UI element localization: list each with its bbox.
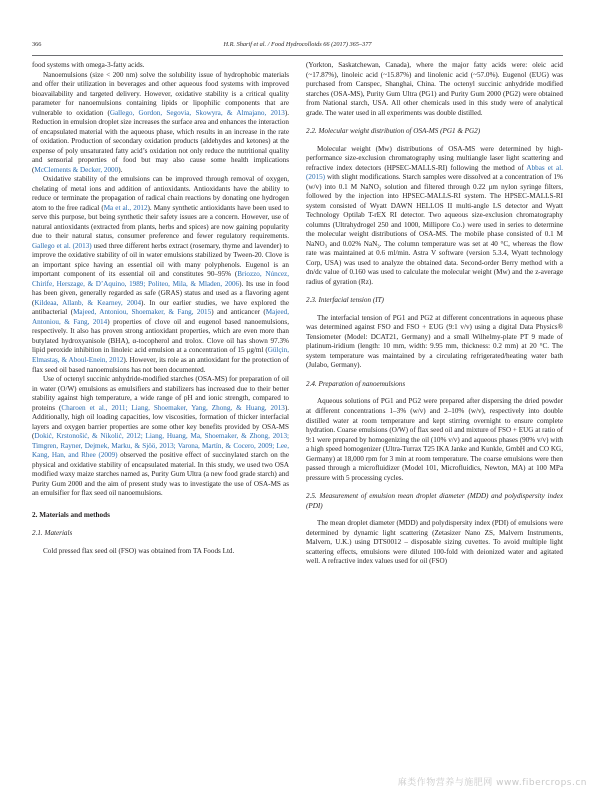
paragraph-materials-cont: (Yorkton, Saskatchewan, Canada), where the major fatty acids were: oleic acid (~17.87%), linoleic acid (~15.87%) and linolenic acid (~57.0%). Eugenol (EUG) was purchased from Canspec, Shanghai, China. The octenyl succinic anhydride modified starches (OSA-MS), Purity Gum Ultra (PG1) and Purity Gum 2000 (PG2) were obtained from National starch, USA. All other chemicals used in this study were of analytical grade. The water used in all experiments was double distilled. — [306, 61, 563, 117]
citation-link[interactable]: Gallego, Gordon, Segovia, Skowyra, & Almajano, 2013 — [109, 108, 285, 117]
left-column — [32, 61, 289, 556]
citation-link[interactable]: Kildeaa, Allanb, & Kearney, 2004 — [34, 298, 142, 307]
citation-link[interactable]: Majeed, Antoniou, & Fang, 2014 — [32, 308, 289, 326]
citation-link[interactable]: Briozzo, Núncez, Chirife, Herszage, & D’Aquino, 1989; Politeo, Mila, & Mladen, 2006 — [32, 270, 289, 288]
paragraph-nanoemulsion-prep: Aqueous solutions of PG1 and PG2 were prepared after dispersing the dried powder at different concentrations 1–3% (w/v) and 2–10% (w/v), respectively into double distilled water at room temperature and kept stirring overnight to ensure complete hydration. Coarse emulsions (O/W) of flax seed oil and mixture of FSO + EUG at ratio of 9:1 were prepared by homogenizing the oil (10% v/v) and aqueous phases (90% v/v) with a high speed homogenizer (Ultra-Turrax T25 IKA Janke and Kunkle, GmbH and CO KG, Germany) at 18,000 rpm for 3 min at room temperature. The coarse emulsions were then passed through a microfluidizer (Model 101, Microfluidics, Newton, MA) at 100 MPa pressure with 5 processing cycles. — [306, 397, 563, 482]
paragraph-oxidative-stability: Oxidative stability of the emulsions can be improved through removal of oxygen, chelating of metal ions and addition of antioxidants. Antioxidants have the ability to reduce or terminate the propagation of radical chain reactions by donating one hydrogen atom to the free radical (Ma et al., 2012). Many synthetic antioxidants have been used to serve this purpose, but being synthetic their safety issues are a concern. However, use of natural antioxidants (extracted from plants, herbs and spices) are now gaining popularity due to their natural status, consumer preference and fewer regulatory requirements. Gallego et al. (2013) used three different herbs extract (rosemary, thyme and lavender) to improve the oxidative stability of oil in water emulsions stabilized by Tween-20. Clove is an important spice having an essential oil with many polyphenols. Eugenol is an important component of its essential oil and constitutes 90–95% (Briozzo, Núncez, Chirife, Herszage, & D’Aquino, 1989; Politeo, Mila, & Mladen, 2006). Its use in food has been given, generally regarded as safe (GRAS) status and used as a flavoring agent (Kildeaa, Allanb, & Kearney, 2004). In our earlier studies, we have explored the antibacterial (Majeed, Antoniou, Shoemaker, & Fang, 2015) and anticancer (Majeed, Antoniou, & Fang, 2014) properties of clove oil and eugenol based nanoemulsions, respectively. It also has proven strong antioxidant properties, which are even more than butylated hydroxyanisole (BHA), α-tocopherol and trolox. Clove oil has shown 97.3% lipid peroxide inhibition in linoleic acid emulsion at a concentration of 15 μg/ml (Gülçin, Elmastaş, & Aboul-Enein, 2012). However, its role as an antioxidant for the protection of flax seed oil based nanoemulsions has not been documented. — [32, 175, 289, 374]
paragraph: food systems with omega-3-fatty acids. — [32, 61, 145, 69]
paragraph-materials: Cold pressed flax seed oil (FSO) was obtained from TA Foods Ltd. — [43, 546, 235, 555]
subsection-heading: 2.2. Molecular weight distribution of OSA-MS (PG1 & PG2) — [306, 127, 481, 136]
citation-link[interactable]: Ma et al., 2012 — [103, 203, 148, 212]
citation-link[interactable]: Gallego et al. (2013) — [32, 241, 92, 250]
section-heading: 2. Materials and methods — [32, 510, 110, 519]
subsection-heading: 2.4. Preparation of nanoemulsions — [306, 379, 406, 388]
citation-link[interactable]: Dokić, Krstonošić, & Nikolić, 2012; Liang, Huang, Ma, Shoemaker, & Zhong, 2013; Timgren, Rayner, Dejmek, Marku, & Sjöö, 2013; Varona, Martín, & Cocero, 2009; Lee, Kang, Han, and Rhee (2009) — [32, 432, 289, 460]
subsection-heading: 2.3. Interfacial tension (IT) — [306, 296, 384, 305]
paragraph-interfacial-tension: The interfacial tension of PG1 and PG2 at different concentrations in aqueous phase was determined against FSO and FSO + EUG (9:1 v/v) using a digital Data Physics® Tensiometer (Model: DCAT21, Germany) and a small Wilhelmy-plate PT 9 made of platinum-iridium (length: 10 mm, width: 9.95 mm, thickness: 0.2 mm) at 20 °C. The system temperature was maintained by a circulating refrigerated/heating water bath (Julabo, Germany). — [306, 313, 563, 370]
subsection-heading: 2.5. Measurement of emulsion mean droplet diameter (MDD) and polydispersity index (PDI) — [306, 492, 563, 510]
citation-link[interactable]: Gülçin, Elmastaş, & Aboul-Enein, 2012 — [32, 346, 289, 364]
paragraph-osa-ms: Use of octenyl succinic anhydride-modified starches (OSA-MS) for preparation of oil in water (O/W) emulsions as emulsifiers and stabilizers has increased due to their better stability against high temperature, a wide range of pH and ionic strength, compared to proteins (Charoen et al., 2011; Liang, Shoemaker, Yang, Zhong, & Huang, 2013). Additionally, high oil loading capacities, low viscosities, formation of thicker interfacial layers and oxygen barrier properties are some other key benefits provided by OSA-MS (Dokić, Krstonošić, & Nikolić, 2012; Liang, Huang, Ma, Shoemaker, & Zhong, 2013; Timgren, Rayner, Dejmek, Marku, & Sjöö, 2013; Varona, Martín, & Cocero, 2009; Lee, Kang, Han, and Rhee (2009) observed the positive effect of succinylated starch on the physical and oxidative stability of encapsulated material. In this study, we used two OSA modified waxy maize starches named as, Purity Gum Ultra (a new food grade starch) and Purity Gum 2000 and the aim of present study was to investigate the use of OSA-MS as an emulsifier for flax seed oil nanoemulsions. — [32, 375, 290, 498]
citation-link[interactable]: Majeed, Antoniou, Shoemaker, & Fang, 2015 — [73, 308, 212, 317]
citation-link[interactable]: Abbas et al. (2015) — [306, 163, 563, 182]
page-number: 366 — [32, 41, 42, 48]
paragraph-nanoemulsions: Nanoemulsions (size < 200 nm) solve the solubility issue of hydrophobic materials and offer their utilization in beverages and other aqueous food systems with improved bioavailability and targeted delivery. However, oxidative stability is a critical quality parameter for nanoemulsions containing lipids or lipophilic components that are vulnerable to oxidation (Gallego, Gordon, Segovia, Skowyra, & Almajano, 2013). Reduction in emulsion droplet size increases the surface area and enhances the interaction of encapsulated material with the aqueous phase, which results in an increase in the rate of oxidation. Production of secondary oxidation products (aldehydes and ketones) at the expense of poly unsaturated fatty acid’s oxidation not only reduce the nutritional quality and sensorial properties of food but may also cause some health implications (McClements & Decker, 2000). — [32, 70, 289, 174]
header-rule — [32, 55, 563, 56]
watermark: 麻类作物营养与施肥网 www.fibercrops.cn — [397, 778, 587, 788]
paragraph-mdd-pdi: The mean droplet diameter (MDD) and polydispersity index (PDI) of emulsions were determined by dynamic light scattering (Zetasizer Nano ZS, Malvern Instruments, Malvern, U.K.) using DTS0012 – disposable sizing cuvettes. To avoid multiple light scattering effects, emulsions were diluted 100-fold with deionized water and agitated well. A refractive index values used for oil (FSO) — [306, 519, 563, 566]
subsection-heading: 2.1. Materials — [32, 529, 73, 538]
citation-link[interactable]: Charoen et al., 2011; Liang, Shoemaker, Yang, Zhong, & Huang, 2013 — [61, 403, 285, 412]
running-header — [32, 41, 563, 53]
right-column — [306, 61, 563, 567]
running-head: H.R. Sharif et al. / Food Hydrocolloids 66 (2017) 365–377 — [223, 41, 372, 48]
citation-link[interactable]: McClements & Decker, 2000 — [34, 165, 119, 174]
paragraph-molecular-weight: Molecular weight (Mw) distributions of OSA-MS were determined by high-performance size-exclusion chromatography using multiangle laser light scattering and refractive index detectors (HPSEC-MALLS-RI) following the method of Abbas et al. (2015) with slight modifications. Starch samples were dissolved at a concentration of 1% (w/v) into 0.1 M NaNO₃ solution and filtered through 0.22 μm nylon syringe filters, followed by the injection into HPSEC-MALLS-RI system. The HPSEC-MALLS-RI system consisted of Wyatt DAWN HELLOS II multi-angle LS detector and Wyatt Technology Optilab T-rEX RI detector. Two aqueous size-exclusion chromatography columns (Ultrahydrogel 250 and 1000, Millipore Co.) were used in series to determine the molecular weight distributions of OSA-MS. The mobile phase consisted of 0.1 M NaNO₃ and 0.02% NaN₃. The column temperature was set at 40 °C, whereas the flow rate was maintained at 0.6 ml/min. Astra V software (version 5.3.4, Wyatt technology Corp, USA) was used to analyze the obtained data. Second-order Berry method with a dn/dc value of 0.160 was used to calculate the molecular weight (Mw) and the z-average radius of gyration (Rz). — [306, 144, 563, 286]
